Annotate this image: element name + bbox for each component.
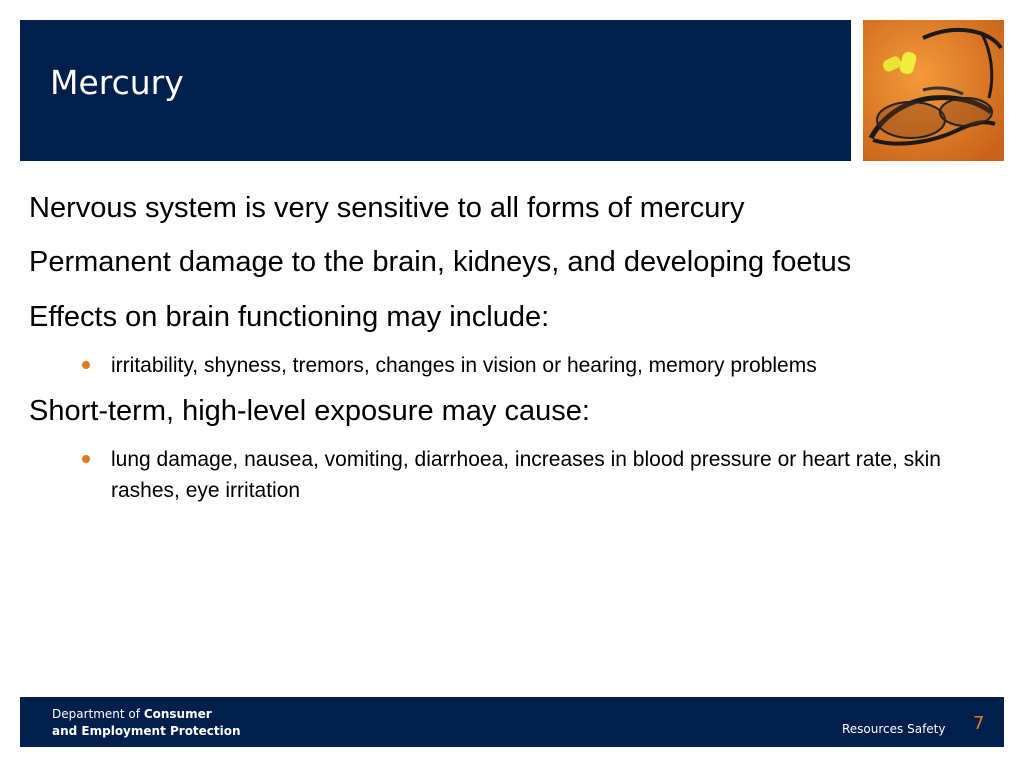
slide-title: Mercury [50, 63, 184, 102]
bullet-dot-icon [82, 455, 90, 463]
page-number: 7 [973, 713, 985, 734]
sub-bullet-effects-text: irritability, shyness, tremors, changes in vision or hearing, memory problems [111, 354, 817, 378]
bullet-point-2: Permanent damage to the brain, kidneys, and developing foetus [29, 246, 852, 279]
title-bar [20, 20, 851, 161]
department-bold-1: Consumer [143, 707, 212, 721]
sub-bullet-exposure-text: lung damage, nausea, vomiting, diarrhoea, increases in blood pressure or heart rate, skin rashes, eye irritation [111, 448, 941, 503]
department-prefix: Department of [52, 707, 144, 721]
footer-unit: Resources Safety [842, 722, 946, 736]
safety-glasses-icon [863, 20, 1004, 161]
bullet-point-1: Nervous system is very sensitive to all forms of mercury [29, 192, 745, 224]
bullet-dot-icon [82, 361, 90, 369]
department-bold-2: and Employment Protection [52, 724, 241, 738]
safety-glasses-photo [863, 20, 1004, 161]
bullet-point-4: Short-term, high-level exposure may cause: [29, 395, 590, 428]
bullet-point-3: Effects on brain functioning may include: [29, 300, 550, 333]
footer-bar [20, 697, 1004, 747]
sub-bullet-exposure [111, 444, 971, 506]
sub-bullet-effects [111, 350, 971, 381]
department-name [52, 706, 241, 740]
slide-content [29, 192, 1009, 506]
